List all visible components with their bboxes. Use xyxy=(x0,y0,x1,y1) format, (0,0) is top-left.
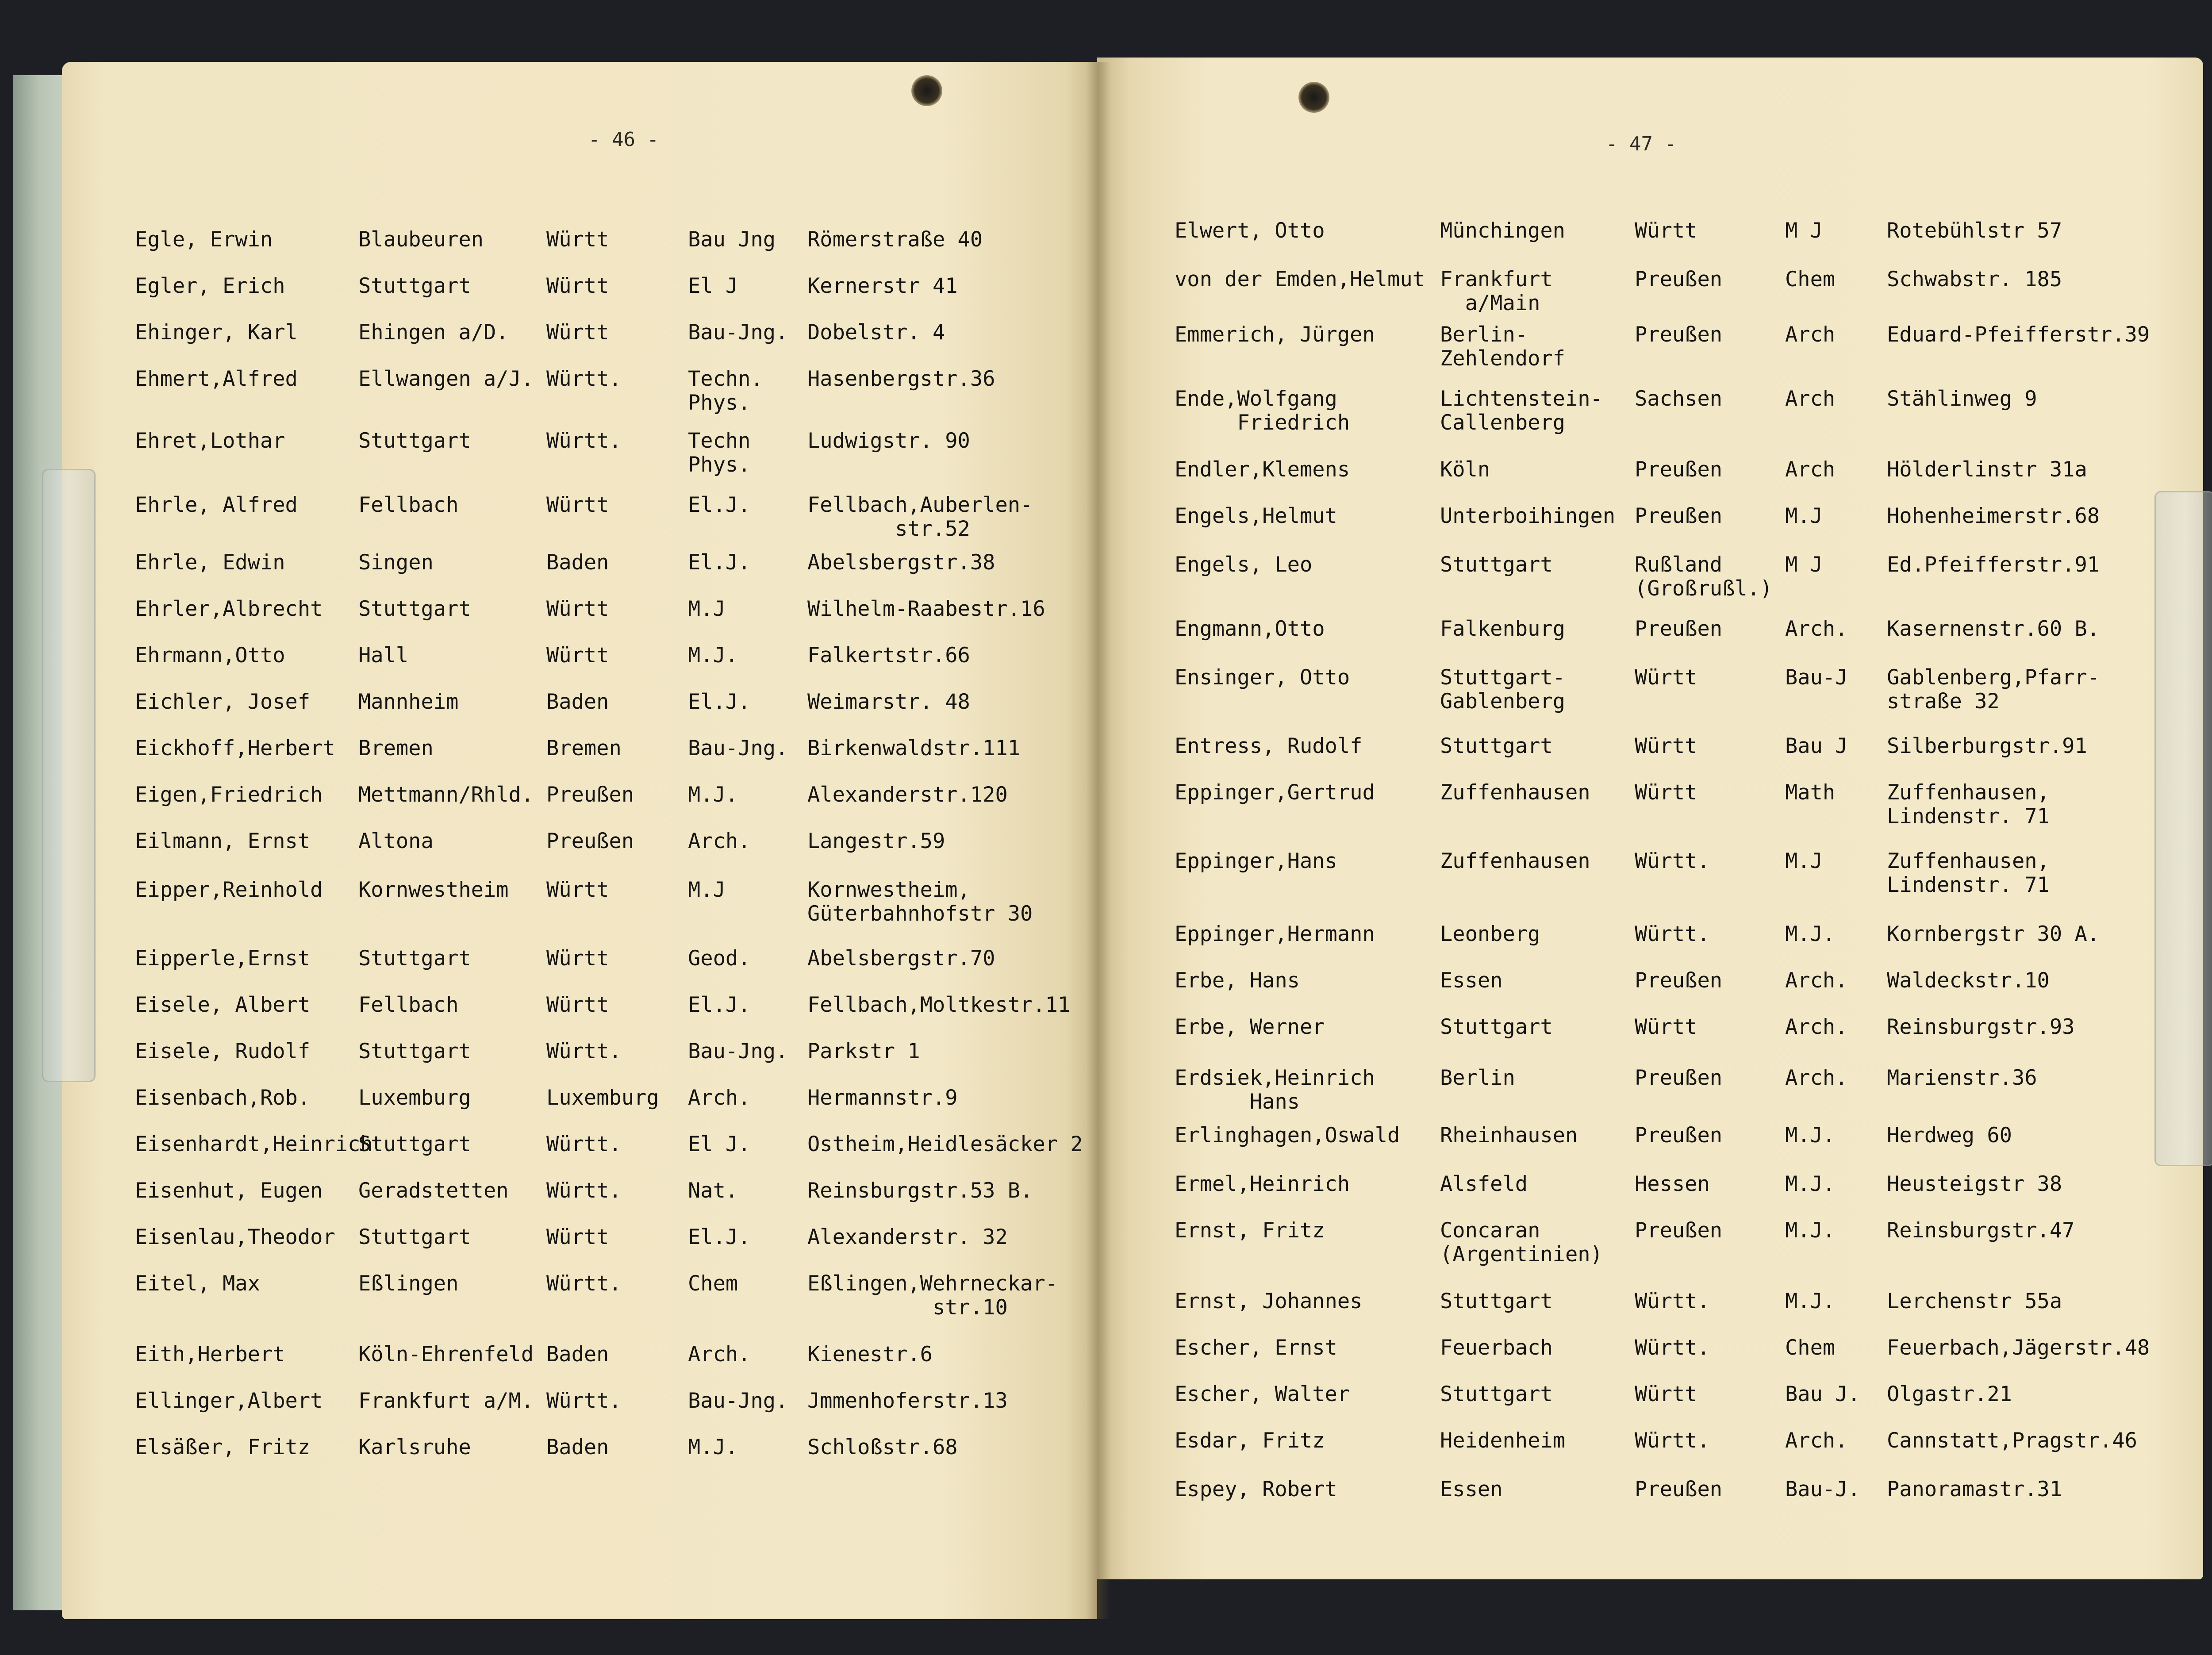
row-address: Ludwigstr. 90 xyxy=(807,429,970,453)
row-field: Nat. xyxy=(688,1179,738,1203)
row-field: El J xyxy=(688,274,738,298)
row-state: Württ. xyxy=(1635,1289,1710,1313)
row-field: M.J xyxy=(1785,849,1823,873)
row-state: Württ. xyxy=(1635,922,1710,946)
row-field: El J. xyxy=(688,1132,751,1156)
row-field: M.J. xyxy=(688,783,738,807)
row-state: Baden xyxy=(546,1342,609,1367)
row-name: Engels,Helmut xyxy=(1175,504,1337,528)
row-state: Württ xyxy=(546,227,609,252)
row-state: Rußland (Großrußl.) xyxy=(1635,553,1773,601)
row-state: Württ. xyxy=(546,429,622,453)
row-place: Ehingen a/D. xyxy=(358,320,509,345)
row-field: Bau-Jng. xyxy=(688,1039,788,1064)
row-name: Eitel, Max xyxy=(135,1271,260,1296)
plastic-clip-left xyxy=(42,469,96,1082)
row-address: Panoramastr.31 xyxy=(1887,1477,2062,1501)
punch-hole-left xyxy=(911,75,942,106)
row-name: Engmann,Otto xyxy=(1175,617,1325,641)
row-name: Emmerich, Jürgen xyxy=(1175,323,1375,347)
row-name: Espey, Robert xyxy=(1175,1477,1337,1501)
row-name: Ehrle, Edwin xyxy=(135,550,285,575)
row-name: Escher, Walter xyxy=(1175,1382,1350,1406)
row-address: Herdweg 60 xyxy=(1887,1123,2012,1148)
row-name: Eppinger,Gertrud xyxy=(1175,780,1375,805)
row-place: Münchingen xyxy=(1440,219,1565,243)
row-field: M.J. xyxy=(688,643,738,668)
row-name: Escher, Ernst xyxy=(1175,1336,1337,1360)
row-name: Erbe, Hans xyxy=(1175,968,1300,993)
row-field: Bau-Jng. xyxy=(688,320,788,345)
row-state: Württ xyxy=(1635,1015,1697,1039)
row-state: Württ xyxy=(1635,780,1697,805)
row-place: Stuttgart xyxy=(358,597,471,621)
row-place: Berlin xyxy=(1440,1066,1515,1090)
row-state: Preußen xyxy=(546,829,634,853)
row-place: Mettmann/Rhld. xyxy=(358,783,534,807)
row-place: Stuttgart xyxy=(358,1039,471,1064)
row-address: Alexanderstr.120 xyxy=(807,783,1008,807)
row-place: Lichtenstein- Callenberg xyxy=(1440,387,1603,435)
row-state: Württ. xyxy=(546,1389,622,1413)
row-state: Württ. xyxy=(546,1039,622,1064)
row-field: M.J xyxy=(1785,504,1823,528)
page-number-right: - 47 - xyxy=(1606,133,1676,155)
row-field: Techn. Phys. xyxy=(688,367,763,415)
row-address: Waldeckstr.10 xyxy=(1887,968,2050,993)
row-field: Bau-Jng. xyxy=(688,1389,788,1413)
row-field: Techn Phys. xyxy=(688,429,751,477)
row-address: Alexanderstr. 32 xyxy=(807,1225,1008,1249)
row-state: Württ. xyxy=(546,367,622,391)
row-name: Ermel,Heinrich xyxy=(1175,1172,1350,1196)
row-state: Preußen xyxy=(1635,504,1723,528)
row-field: M.J xyxy=(688,878,726,902)
row-name: Esdar, Fritz xyxy=(1175,1428,1325,1453)
row-address: Zuffenhausen, Lindenstr. 71 xyxy=(1887,849,2050,897)
row-place: Zuffenhausen xyxy=(1440,780,1590,805)
row-name: Ensinger, Otto xyxy=(1175,665,1350,690)
row-state: Preußen xyxy=(1635,457,1723,482)
row-place: Leonberg xyxy=(1440,922,1540,946)
row-state: Württ. xyxy=(546,1179,622,1203)
row-address: Eßlingen,Wehrneckar- str.10 xyxy=(807,1271,1058,1320)
row-field: Arch xyxy=(1785,387,1836,411)
row-state: Baden xyxy=(546,690,609,714)
row-state: Württ xyxy=(546,493,609,517)
row-address: Hasenbergstr.36 xyxy=(807,367,995,391)
row-field: Arch. xyxy=(1785,968,1848,993)
row-place: Eßlingen xyxy=(358,1271,459,1296)
row-address: Reinsburgstr.93 xyxy=(1887,1015,2075,1039)
row-address: Cannstatt,Pragstr.46 xyxy=(1887,1428,2137,1453)
row-field: M.J. xyxy=(1785,1289,1836,1313)
row-address: Kornbergstr 30 A. xyxy=(1887,922,2100,946)
row-name: Eisele, Rudolf xyxy=(135,1039,311,1064)
row-name: Entress, Rudolf xyxy=(1175,734,1363,758)
row-address: Schwabstr. 185 xyxy=(1887,267,2062,292)
row-place: Unterboihingen xyxy=(1440,504,1616,528)
row-field: Bau J xyxy=(1785,734,1848,758)
row-state: Baden xyxy=(546,550,609,575)
row-place: Alsfeld xyxy=(1440,1172,1528,1196)
row-address: Marienstr.36 xyxy=(1887,1066,2037,1090)
row-place: Karlsruhe xyxy=(358,1435,471,1459)
row-address: Reinsburgstr.53 B. xyxy=(807,1179,1033,1203)
row-address: Kasernenstr.60 B. xyxy=(1887,617,2100,641)
row-address: Falkertstr.66 xyxy=(807,643,970,668)
row-state: Preußen xyxy=(1635,267,1723,292)
row-place: Mannheim xyxy=(358,690,459,714)
row-name: Erdsiek,Heinrich Hans xyxy=(1175,1066,1375,1114)
row-state: Württ xyxy=(1635,1382,1697,1406)
row-state: Württ xyxy=(1635,219,1697,243)
row-name: Elsäßer, Fritz xyxy=(135,1435,311,1459)
row-place: Falkenburg xyxy=(1440,617,1565,641)
row-place: Berlin- Zehlendorf xyxy=(1440,323,1565,371)
row-place: Stuttgart xyxy=(358,946,471,971)
row-name: Erlinghagen,Oswald xyxy=(1175,1123,1400,1148)
row-field: M J xyxy=(1785,553,1823,577)
row-address: Parkstr 1 xyxy=(807,1039,920,1064)
row-name: Ernst, Johannes xyxy=(1175,1289,1363,1313)
row-place: Stuttgart xyxy=(358,1225,471,1249)
row-field: Arch. xyxy=(1785,617,1848,641)
row-name: Eilmann, Ernst xyxy=(135,829,311,853)
row-place: Blaubeuren xyxy=(358,227,484,252)
row-place: Concaran (Argentinien) xyxy=(1440,1218,1603,1267)
row-field: Arch. xyxy=(1785,1015,1848,1039)
row-state: Württ xyxy=(546,597,609,621)
row-address: Ostheim,Heidlesäcker 2 xyxy=(807,1132,1083,1156)
row-name: Eppinger,Hermann xyxy=(1175,922,1375,946)
row-name: Eisenhut, Eugen xyxy=(135,1179,323,1203)
row-address: Fellbach,Auberlen- str.52 xyxy=(807,493,1033,541)
row-address: Wilhelm-Raabestr.16 xyxy=(807,597,1045,621)
row-address: Hohenheimerstr.68 xyxy=(1887,504,2100,528)
row-place: Essen xyxy=(1440,968,1503,993)
row-address: Ed.Pfeifferstr.91 xyxy=(1887,553,2100,577)
row-place: Essen xyxy=(1440,1477,1503,1501)
row-field: Bau-J. xyxy=(1785,1477,1860,1501)
row-state: Württ xyxy=(1635,665,1697,690)
row-name: Eichler, Josef xyxy=(135,690,311,714)
row-place: Hall xyxy=(358,643,409,668)
row-state: Preußen xyxy=(546,783,634,807)
row-address: Römerstraße 40 xyxy=(807,227,983,252)
row-field: Math xyxy=(1785,780,1836,805)
row-name: Ehrmann,Otto xyxy=(135,643,285,668)
punch-hole-right xyxy=(1298,82,1329,113)
row-place: Luxemburg xyxy=(358,1086,471,1110)
row-field: Arch. xyxy=(688,829,751,853)
row-field: Arch. xyxy=(1785,1066,1848,1090)
row-name: Eith,Herbert xyxy=(135,1342,285,1367)
row-name: Eppinger,Hans xyxy=(1175,849,1337,873)
row-address: Rotebühlstr 57 xyxy=(1887,219,2062,243)
row-name: Eigen,Friedrich xyxy=(135,783,323,807)
row-state: Württ xyxy=(546,1225,609,1249)
row-address: Lerchenstr 55a xyxy=(1887,1289,2062,1313)
plastic-clip-right xyxy=(2154,491,2212,1166)
row-name: Ehmert,Alfred xyxy=(135,367,298,391)
row-address: Eduard-Pfeifferstr.39 xyxy=(1887,323,2150,347)
row-place: Rheinhausen xyxy=(1440,1123,1578,1148)
row-place: Stuttgart xyxy=(1440,734,1553,758)
row-field: M.J. xyxy=(688,1435,738,1459)
row-field: Chem xyxy=(1785,1336,1836,1360)
row-field: El.J. xyxy=(688,993,751,1017)
row-place: Feuerbach xyxy=(1440,1336,1553,1360)
row-address: Schloßstr.68 xyxy=(807,1435,958,1459)
row-address: Reinsburgstr.47 xyxy=(1887,1218,2075,1243)
row-place: Stuttgart xyxy=(358,274,471,298)
row-name: von der Emden,Helmut xyxy=(1175,267,1425,292)
row-address: Heusteigstr 38 xyxy=(1887,1172,2062,1196)
row-address: Abelsbergstr.38 xyxy=(807,550,995,575)
row-field: El.J. xyxy=(688,690,751,714)
row-state: Preußen xyxy=(1635,1218,1723,1243)
row-place: Fellbach xyxy=(358,493,459,517)
row-place: Stuttgart xyxy=(1440,1289,1553,1313)
row-state: Württ. xyxy=(546,1271,622,1296)
row-name: Ehrler,Albrecht xyxy=(135,597,323,621)
row-state: Sachsen xyxy=(1635,387,1723,411)
row-place: Stuttgart xyxy=(1440,553,1553,577)
row-place: Heidenheim xyxy=(1440,1428,1565,1453)
row-field: M.J. xyxy=(1785,1172,1836,1196)
row-address: Zuffenhausen, Lindenstr. 71 xyxy=(1887,780,2050,829)
row-state: Luxemburg xyxy=(546,1086,659,1110)
row-address: Olgastr.21 xyxy=(1887,1382,2012,1406)
row-state: Württ xyxy=(546,274,609,298)
row-address: Silberburgstr.91 xyxy=(1887,734,2087,758)
row-field: Bau J. xyxy=(1785,1382,1860,1406)
row-address: Kernerstr 41 xyxy=(807,274,958,298)
row-field: Bau-Jng. xyxy=(688,736,788,760)
row-field: M.J. xyxy=(1785,1123,1836,1148)
row-address: Weimarstr. 48 xyxy=(807,690,970,714)
row-name: Eisenbach,Rob. xyxy=(135,1086,311,1110)
row-name: Ernst, Fritz xyxy=(1175,1218,1325,1243)
row-field: Bau Jng xyxy=(688,227,776,252)
row-name: Eisenlau,Theodor xyxy=(135,1225,335,1249)
row-state: Württ xyxy=(1635,734,1697,758)
row-place: Stuttgart xyxy=(1440,1382,1553,1406)
row-address: Birkenwaldstr.111 xyxy=(807,736,1021,760)
row-field: M.J. xyxy=(1785,922,1836,946)
row-state: Württ. xyxy=(1635,1428,1710,1453)
row-address: Jmmenhoferstr.13 xyxy=(807,1389,1008,1413)
row-place: Singen xyxy=(358,550,434,575)
row-state: Württ xyxy=(546,320,609,345)
row-state: Württ. xyxy=(1635,1336,1710,1360)
row-address: Hölderlinstr 31a xyxy=(1887,457,2087,482)
row-field: M.J. xyxy=(1785,1218,1836,1243)
row-address: Stählinweg 9 xyxy=(1887,387,2037,411)
row-address: Dobelstr. 4 xyxy=(807,320,945,345)
row-name: Ehinger, Karl xyxy=(135,320,298,345)
row-field: M J xyxy=(1785,219,1823,243)
row-place: Altona xyxy=(358,829,434,853)
page-number-left: - 46 - xyxy=(588,128,659,151)
row-place: Stuttgart xyxy=(358,1132,471,1156)
row-place: Köln xyxy=(1440,457,1490,482)
row-field: Arch xyxy=(1785,323,1836,347)
row-name: Ende,Wolfgang Friedrich xyxy=(1175,387,1350,435)
row-field: Chem xyxy=(1785,267,1836,292)
row-name: Ellinger,Albert xyxy=(135,1389,323,1413)
row-state: Württ xyxy=(546,878,609,902)
row-place: Stuttgart xyxy=(358,429,471,453)
row-address: Feuerbach,Jägerstr.48 xyxy=(1887,1336,2150,1360)
row-field: El.J. xyxy=(688,493,751,517)
row-place: Frankfurt a/M. xyxy=(358,1389,534,1413)
row-address: Abelsbergstr.70 xyxy=(807,946,995,971)
row-name: Egle, Erwin xyxy=(135,227,273,252)
row-state: Hessen xyxy=(1635,1172,1710,1196)
row-address: Kornwestheim, Güterbahnhofstr 30 xyxy=(807,878,1033,926)
row-name: Ehret,Lothar xyxy=(135,429,285,453)
row-place: Kornwestheim xyxy=(358,878,509,902)
row-name: Eickhoff,Herbert xyxy=(135,736,335,760)
row-name: Erbe, Werner xyxy=(1175,1015,1325,1039)
row-field: Arch. xyxy=(688,1342,751,1367)
row-address: Langestr.59 xyxy=(807,829,945,853)
row-name: Eisele, Albert xyxy=(135,993,311,1017)
row-name: Egler, Erich xyxy=(135,274,285,298)
row-name: Eipperle,Ernst xyxy=(135,946,311,971)
row-field: Arch. xyxy=(1785,1428,1848,1453)
row-place: Stuttgart xyxy=(1440,1015,1553,1039)
row-state: Preußen xyxy=(1635,1123,1723,1148)
row-state: Württ. xyxy=(546,1132,622,1156)
row-state: Preußen xyxy=(1635,1477,1723,1501)
row-place: Ellwangen a/J. xyxy=(358,367,534,391)
row-field: El.J. xyxy=(688,550,751,575)
row-state: Württ. xyxy=(1635,849,1710,873)
row-state: Preußen xyxy=(1635,323,1723,347)
row-name: Eisenhardt,Heinrich xyxy=(135,1132,373,1156)
row-address: Gablenberg,Pfarr- straße 32 xyxy=(1887,665,2100,714)
row-state: Preußen xyxy=(1635,617,1723,641)
row-state: Württ xyxy=(546,946,609,971)
row-state: Preußen xyxy=(1635,1066,1723,1090)
row-state: Baden xyxy=(546,1435,609,1459)
row-state: Preußen xyxy=(1635,968,1723,993)
row-field: Geod. xyxy=(688,946,751,971)
row-name: Endler,Klemens xyxy=(1175,457,1350,482)
row-address: Fellbach,Moltkestr.11 xyxy=(807,993,1071,1017)
row-field: Bau-J xyxy=(1785,665,1848,690)
row-state: Württ xyxy=(546,643,609,668)
row-address: Hermannstr.9 xyxy=(807,1086,958,1110)
row-field: Arch. xyxy=(688,1086,751,1110)
row-field: M.J xyxy=(688,597,726,621)
row-place: Frankfurt a/Main xyxy=(1440,267,1553,315)
row-place: Stuttgart- Gablenberg xyxy=(1440,665,1565,714)
row-name: Eipper,Reinhold xyxy=(135,878,323,902)
row-state: Württ xyxy=(546,993,609,1017)
row-name: Engels, Leo xyxy=(1175,553,1313,577)
row-name: Ehrle, Alfred xyxy=(135,493,298,517)
row-field: El.J. xyxy=(688,1225,751,1249)
row-place: Bremen xyxy=(358,736,434,760)
row-address: Kienestr.6 xyxy=(807,1342,933,1367)
row-place: Geradstetten xyxy=(358,1179,509,1203)
row-field: Arch xyxy=(1785,457,1836,482)
row-field: Chem xyxy=(688,1271,738,1296)
row-place: Köln-Ehrenfeld xyxy=(358,1342,534,1367)
row-state: Bremen xyxy=(546,736,622,760)
row-name: Elwert, Otto xyxy=(1175,219,1325,243)
row-place: Fellbach xyxy=(358,993,459,1017)
row-place: Zuffenhausen xyxy=(1440,849,1590,873)
book-gutter xyxy=(1086,62,1110,1619)
